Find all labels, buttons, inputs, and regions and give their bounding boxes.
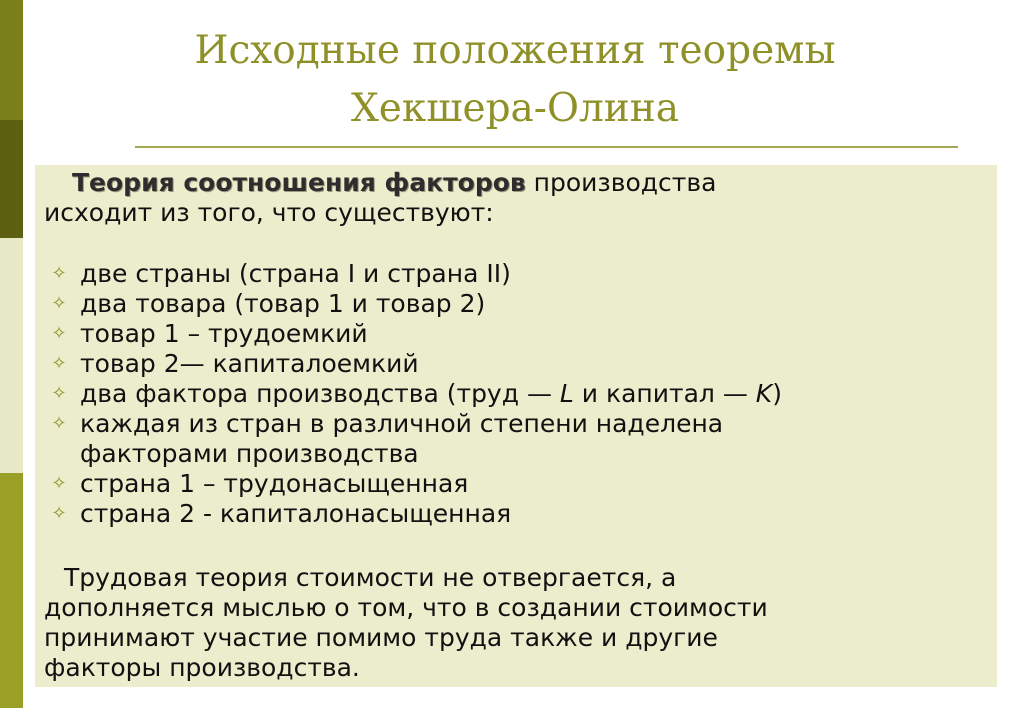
diamond-bullet-icon: ✧ [51, 293, 67, 314]
intro-paragraph [44, 168, 984, 228]
list-item: ✧ товар 1 – трудоемкий [47, 319, 987, 349]
list-item-factors: ✧ два фактора производства (труд — L и капитал — K) [47, 379, 987, 409]
side-bar-segment-3 [0, 238, 23, 473]
list-item: ✧ страна 2 - капиталонасыщенная [47, 499, 987, 529]
assumptions-list [47, 259, 987, 529]
intro-rest: производства [525, 168, 717, 197]
intro-line-2: исходит из того, что существуют: [44, 198, 494, 227]
side-bar-segment-2 [0, 120, 23, 238]
side-bar-segment-4 [0, 473, 23, 708]
title-divider [135, 146, 958, 148]
diamond-bullet-icon: ✧ [51, 323, 67, 344]
side-bar-segment-1 [0, 0, 23, 120]
capital-symbol: K [755, 379, 773, 408]
diamond-bullet-icon: ✧ [51, 383, 67, 404]
intro-bold-term: Теория соотношения факторов [72, 168, 526, 197]
diamond-bullet-icon: ✧ [51, 473, 67, 494]
diamond-bullet-icon: ✧ [51, 263, 67, 284]
list-item: ✧ товар 2— капиталоемкий [47, 349, 987, 379]
title-line-2: Хекшера-Олина [351, 86, 679, 131]
diamond-bullet-icon: ✧ [51, 503, 67, 524]
list-item: ✧ два товара (товар 1 и товар 2) [47, 289, 987, 319]
labor-symbol: L [559, 379, 574, 408]
conclusion-paragraph: Трудовая теория стоимости не отвергается, а дополняется мыслью о том, что в создании стоимости принимают участие помимо труда также и другие факторы производства. [44, 563, 768, 682]
list-item-endowment: ✧ каждая из стран в различной степени наделена факторами производства [47, 409, 987, 469]
diamond-bullet-icon: ✧ [51, 413, 67, 434]
list-item: ✧ страна 1 – трудонасыщенная [47, 469, 987, 499]
diamond-bullet-icon: ✧ [51, 353, 67, 374]
slide-title [100, 22, 930, 138]
list-item: ✧ две страны (страна I и страна II) [47, 259, 987, 289]
title-line-1: Исходные положения теоремы [194, 28, 836, 73]
